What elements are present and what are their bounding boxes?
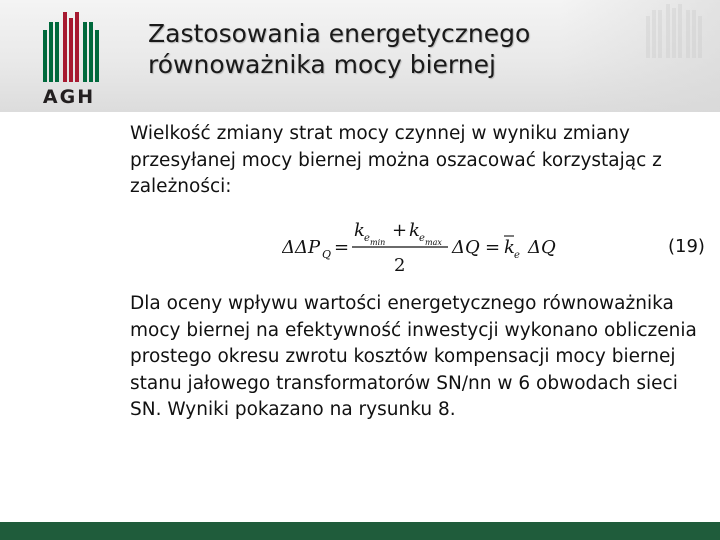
formula-lhs-sub: Q bbox=[322, 248, 332, 261]
agh-logo bbox=[34, 10, 104, 108]
slide-header bbox=[0, 0, 720, 112]
footer-bar bbox=[0, 522, 720, 540]
formula-equals: = bbox=[334, 237, 350, 258]
intro-paragraph: Wielkość zmiany strat mocy czynnej w wyniku zmiany przesyłanej mocy biernej można oszacować korzystając z zależności: bbox=[130, 123, 662, 198]
formula-k-bar: k bbox=[504, 237, 515, 258]
formula-denominator: 2 bbox=[394, 255, 406, 276]
slide-title bbox=[148, 18, 688, 80]
formula-delta-q-2: ΔQ bbox=[528, 237, 556, 258]
title-line-2: równoważnika mocy biernej bbox=[148, 50, 496, 79]
formula-k2: k bbox=[409, 220, 420, 241]
formula-lhs: ΔΔP bbox=[282, 237, 321, 258]
results-paragraph: Dla oceny wpływu wartości energetycznego równoważnika mocy biernej na efektywność inwestycji wykonano obliczenia prostego okresu zwrotu kosztów kompensacji mocy biernej stanu jałowego transformatorów SN/nn w 6 obwodach sieci SN. Wyniki pokazano na rysunku 8. bbox=[130, 293, 697, 421]
agh-logo-text: AGH bbox=[42, 86, 96, 108]
agh-emblem-icon bbox=[43, 12, 99, 82]
formula-plus: + bbox=[392, 220, 408, 241]
formula-k-bar-sub: e bbox=[514, 250, 520, 261]
equation-number: (19) bbox=[668, 236, 705, 257]
formula-k2-sub-max: max bbox=[425, 238, 442, 247]
formula-k1-sub-min: min bbox=[370, 238, 386, 247]
formula-delta-q: ΔQ bbox=[452, 237, 480, 258]
formula-k1-sub-e: e bbox=[364, 233, 370, 244]
formula-19 bbox=[282, 214, 572, 276]
title-line-1: Zastosowania energetycznego bbox=[148, 19, 531, 48]
formula-equals-2: = bbox=[485, 237, 501, 258]
formula-k1: k bbox=[354, 220, 365, 241]
formula-k2-sub-e: e bbox=[419, 233, 425, 244]
